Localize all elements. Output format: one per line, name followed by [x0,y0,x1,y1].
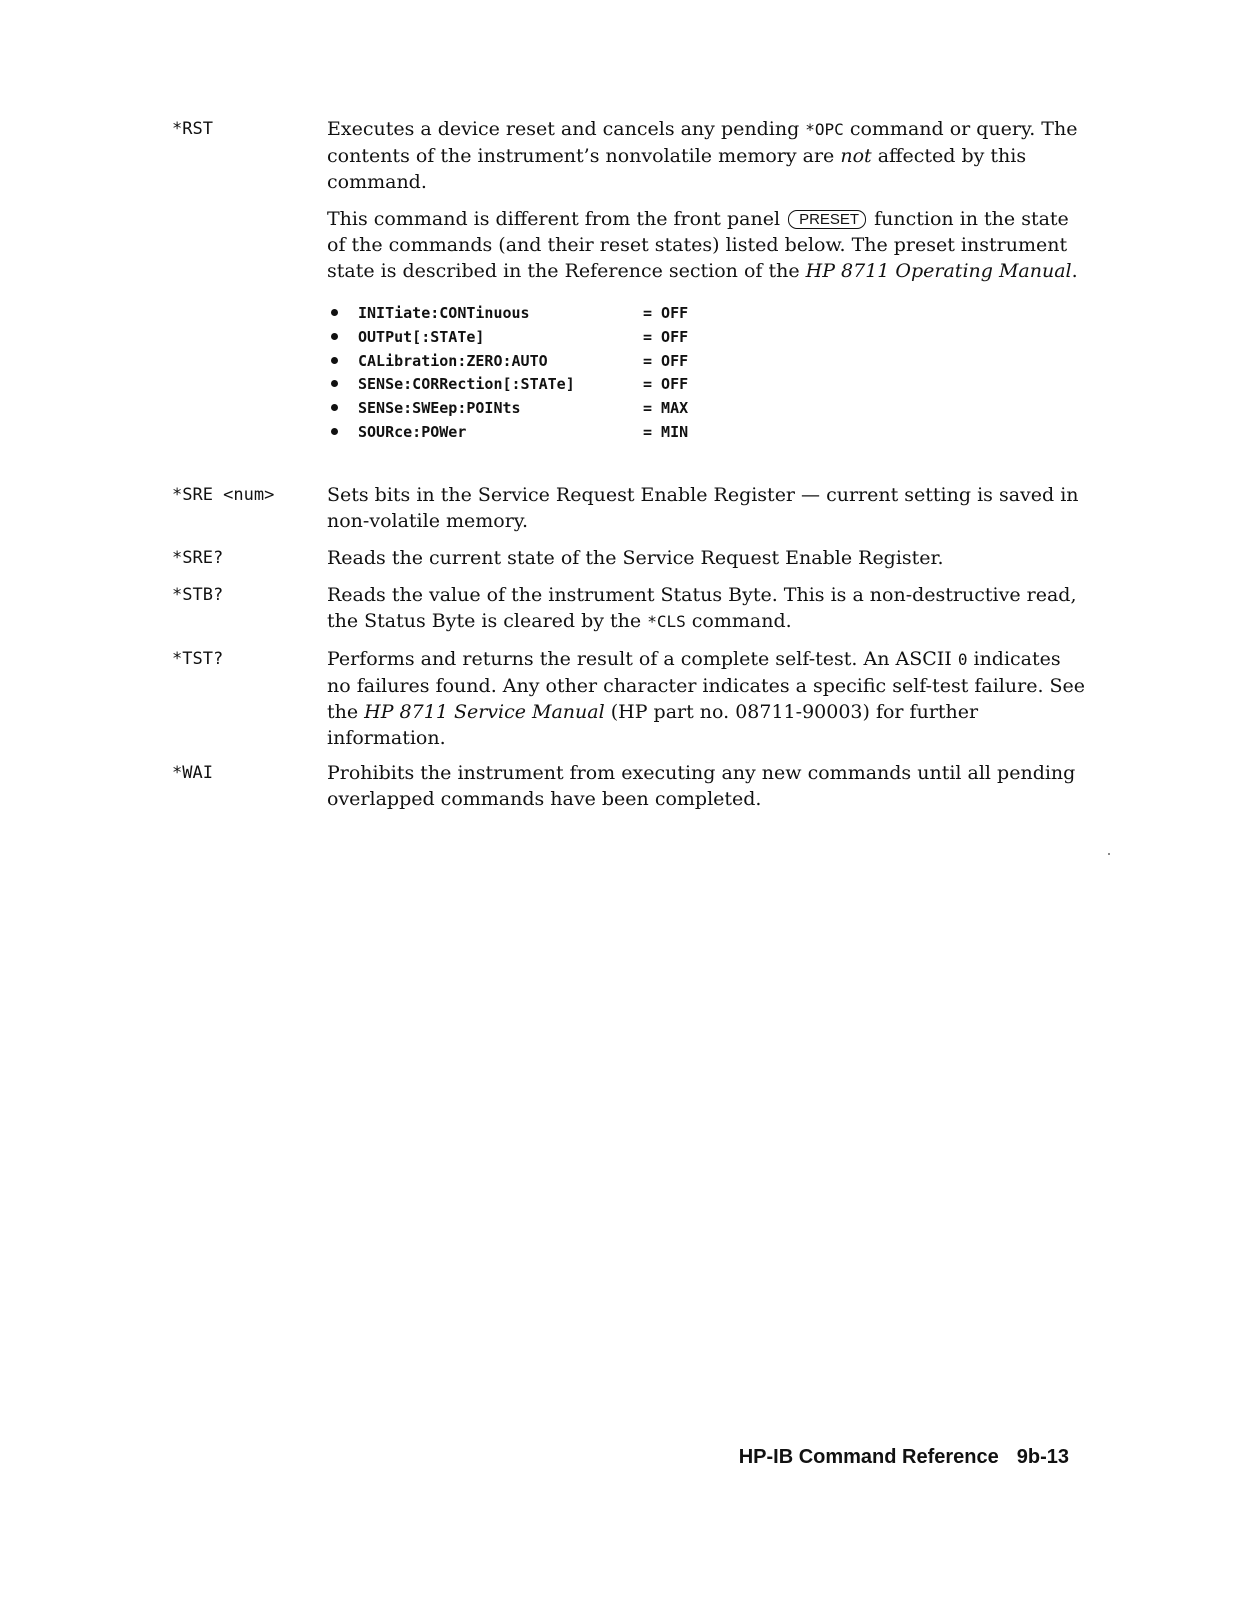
text: affected by this command. [327,145,1027,193]
bullet-command: CALibration:ZERO:AUTO [358,351,548,370]
command-description [327,116,1087,284]
command-description [327,646,1087,751]
bullet-value: = OFF [643,304,689,322]
preset-key: PRESET [788,210,866,229]
text: Performs and returns the result of a complete self-test. An ASCII [327,648,958,670]
command-description [327,582,1087,635]
text: function in the state of the commands (and their reset states) listed below. The preset instrument state is described in the Reference section of the [327,208,1069,282]
bullet-value: = OFF [643,351,689,370]
bullet-value: = OFF [643,327,689,346]
bullet-command: SENSe:SWEep:POINts [358,399,521,418]
text: Reads the value of the instrument Status Byte. This is a non-destructive read, the Status Byte is cleared by the [327,584,1077,632]
list-item [327,302,827,326]
inline-code: *CLS [647,612,686,631]
page-number: 9b-13 [1016,1446,1069,1468]
command-name: *SRE <num> [172,485,275,505]
text: command. [685,610,792,632]
command-name: *STB? [172,585,224,605]
command-name: *TST? [172,649,224,669]
command-name: *WAI [172,763,213,783]
inline-code: 0 [957,650,968,669]
bullet-icon [331,333,338,340]
text: . [1071,260,1078,282]
command-description: Sets bits in the Service Request Enable Register — current setting is saved in non-volatile memory. [327,484,1079,532]
bullet-value: = OFF [643,375,689,394]
bullet-icon [331,357,338,364]
text: (HP part no. 08711-90003) for further information. [327,701,979,749]
text: command or query. The contents of the instrument’s nonvolatile memory are [327,118,1078,167]
reset-state-list [327,302,827,445]
list-item [327,373,827,397]
inline-code: *OPC [805,120,844,139]
manual-title: HP 8711 Operating Manual [805,260,1072,282]
bullet-value: = MIN [643,422,689,441]
bullet-command: INITiate:CONTinuous [358,304,530,322]
emphasis: not [840,145,872,167]
bullet-icon [331,380,338,387]
bullet-icon [331,309,338,316]
text: This command is different from the front panel [327,208,787,230]
list-item [327,421,827,445]
list-item [327,397,827,421]
bullet-value: = MAX [643,399,689,418]
manual-title: HP 8711 Service Manual [364,701,605,723]
bullet-icon [331,428,338,435]
command-name: *RST [172,119,213,139]
command-name: *SRE? [172,548,224,568]
list-item [327,326,827,350]
description-paragraph [327,116,1087,195]
bullet-command: SOURce:POWer [358,422,467,441]
text: indicates no failures found. Any other character indicates a specific self-test failure. See the [327,648,1086,723]
bullet-command: SENSe:CORRection[:STATe] [358,375,575,394]
command-description: Prohibits the instrument from executing any new commands until all pending overlapped commands have been completed. [327,762,1076,810]
page-footer [739,1444,1069,1470]
list-item [327,350,827,374]
scan-speck [1108,853,1110,855]
command-description: Reads the current state of the Service Request Enable Register. [327,547,944,569]
bullet-icon [331,404,338,411]
bullet-command: OUTPut[:STATe] [358,327,485,346]
description-paragraph [327,206,1087,284]
footer-title: HP-IB Command Reference [738,1446,999,1468]
text: Executes a device reset and cancels any pending [327,118,806,140]
